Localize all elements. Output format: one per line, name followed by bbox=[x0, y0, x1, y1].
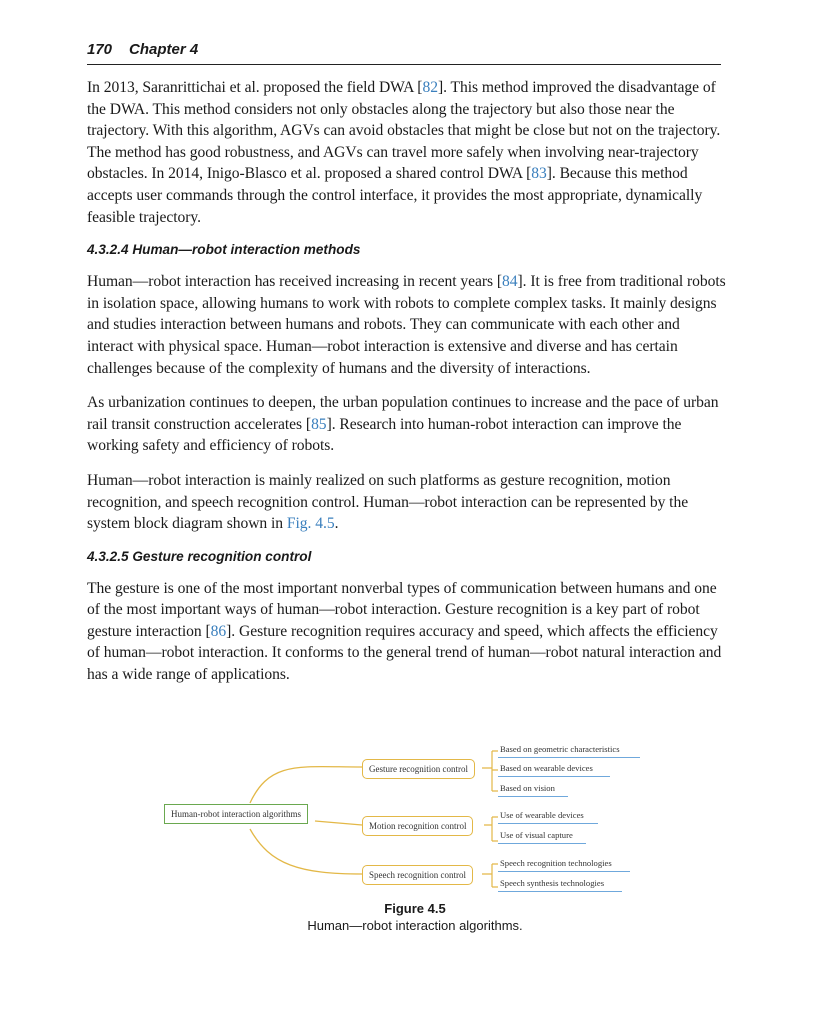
citation-link[interactable]: Fig. 4.5 bbox=[286, 515, 335, 533]
paragraph: The gesture is one of the most important nonverbal types of communication between humans and one of the most important ways of human—robot interaction. Gesture recognition is a key part of robot gesture interaction [86]. Gesture recognition requires accuracy and speed, which affects the efficiency of human—robot interaction. It conforms to the general trend of human—robot natural interaction and has a wide range of applications. bbox=[87, 579, 722, 684]
paragraph: Human—robot interaction has received increasing in recent years [84]. It is free from traditional robots in isolation space, allowing humans to work with robots to complete complex tasks. It mainly designs and studies interaction between humans and robots. They can communicate with each other and interact with physical space. Human—robot interaction is extensive and diverse and has certain challenges because of the complexity of humans and the diversity of interactions. bbox=[87, 273, 726, 377]
paragraph: In 2013, Saranrittichai et al. proposed the field DWA [82]. This method improved the disadvantage of the DWA. This method considers not only obstacles along the trajectory but also those near the trajectory. With this algorithm, AGVs can avoid obstacles that might be close but not on the trajectory. The method has good robustness, and AGVs can travel more safely when involving near-trajectory obstacles. In 2014, Inigo-Blasco et al. proposed a shared control DWA [83]. Because this method accepts user commands through the control interface, it provides the most appropriate, dynamically feasible trajectory. bbox=[87, 79, 721, 226]
leaf-geometric: Based on geometric characteristics bbox=[498, 743, 640, 758]
citation-link[interactable]: 84 bbox=[502, 273, 518, 291]
branch-motion: Motion recognition control bbox=[362, 816, 473, 836]
connector-root-motion bbox=[315, 821, 362, 825]
leaf-speech-synthesis: Speech synthesis technologies bbox=[498, 877, 622, 892]
branch-speech: Speech recognition control bbox=[362, 865, 473, 885]
connector-root-speech bbox=[250, 829, 362, 874]
leaf-visual-capture: Use of visual capture bbox=[498, 829, 586, 844]
citation-link[interactable]: 85 bbox=[311, 415, 327, 433]
connector-speech-leaves bbox=[482, 864, 498, 887]
leaf-speech-recognition: Speech recognition technologies bbox=[498, 857, 630, 872]
paragraph: Human—robot interaction is mainly realized on such platforms as gesture recognition, motion recognition, and speech recognition control. Human—robot interaction can be represented by the system block diagram shown in Fig. 4.5. bbox=[87, 471, 689, 533]
page-number: 170 bbox=[87, 41, 113, 58]
caption-text: Human—robot interaction algorithms. bbox=[307, 918, 523, 933]
branch-gesture: Gesture recognition control bbox=[362, 759, 475, 779]
connector-root-gesture bbox=[250, 767, 362, 803]
figure-diagram bbox=[150, 735, 670, 905]
chapter-label: Chapter 4 bbox=[129, 41, 199, 58]
section-heading: 4.3.2.5 Gesture recognition control bbox=[87, 548, 312, 564]
citation-link[interactable]: 83 bbox=[531, 165, 547, 183]
figure-caption bbox=[0, 900, 830, 935]
paragraph: As urbanization continues to deepen, the urban population continues to increase and the pace of urban rail transit construction accelerates [85]. Research into human-robot interaction can improve the working safety and efficiency of robots. bbox=[87, 394, 719, 455]
leaf-wearable-gesture: Based on wearable devices bbox=[498, 762, 610, 777]
connector-motion-leaves bbox=[484, 817, 498, 841]
citation-link[interactable]: 82 bbox=[422, 79, 438, 96]
leaf-wearable-motion: Use of wearable devices bbox=[498, 809, 598, 824]
leaf-vision: Based on vision bbox=[498, 782, 568, 797]
caption-number: Figure 4.5 bbox=[384, 901, 446, 916]
connector-gesture-leaves bbox=[482, 751, 498, 791]
section-heading: 4.3.2.4 Human—robot interaction methods bbox=[87, 242, 361, 258]
root-node: Human-robot interaction algorithms bbox=[164, 804, 308, 824]
running-header bbox=[87, 38, 721, 65]
body-text bbox=[87, 77, 727, 699]
citation-link[interactable]: 86 bbox=[210, 622, 227, 640]
